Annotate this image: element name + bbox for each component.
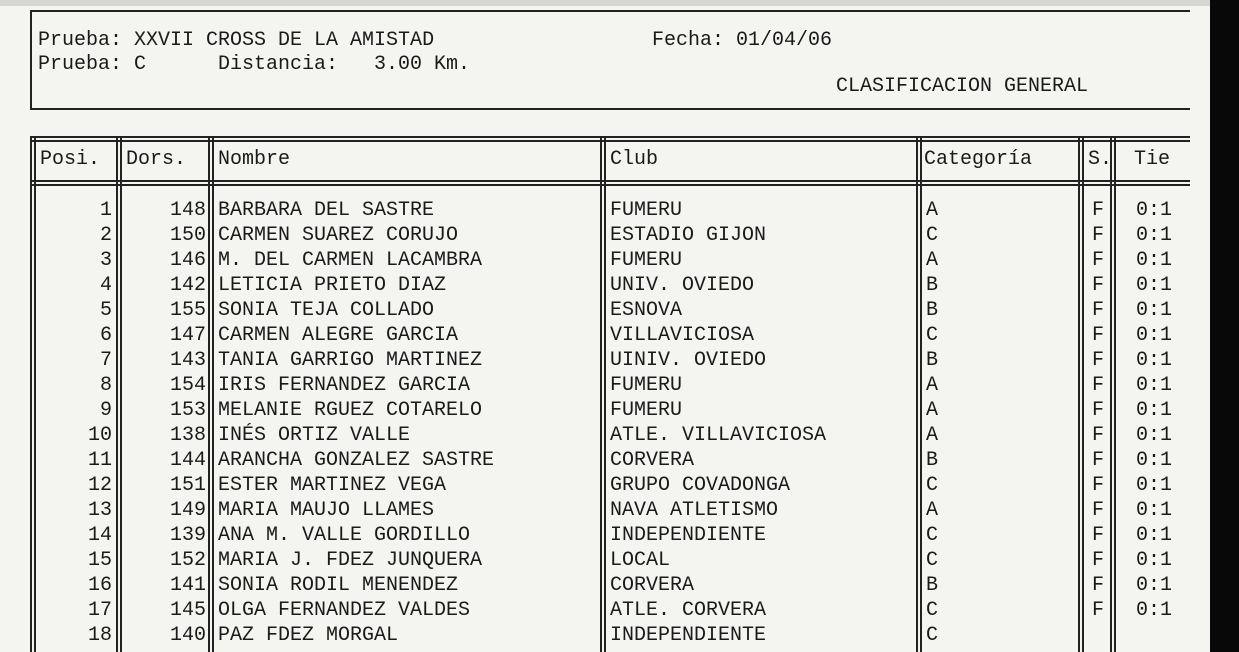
prueba-category: Prueba: C [38,53,147,76]
row-dorsal: 144 [169,449,206,472]
row-sexo: F [1092,449,1105,472]
table-row [30,573,1190,598]
row-dorsal: 146 [169,249,206,272]
row-sexo: F [1092,599,1105,622]
row-tiempo: 0:1 [1136,599,1173,622]
row-dorsal: 151 [169,474,206,497]
scan-dark-edge [1210,0,1239,652]
row-nombre: MARIA J. FDEZ JUNQUERA [218,549,483,572]
row-posicion: 10 [87,424,112,447]
row-posicion: 14 [87,524,112,547]
row-dorsal: 139 [169,524,206,547]
row-club: FUMERU [610,399,683,422]
row-club: ESTADIO GIJON [610,224,767,247]
row-club: GRUPO COVADONGA [610,474,791,497]
row-sexo: F [1092,324,1105,347]
row-posicion: 12 [87,474,112,497]
row-club: ATLE. VILLAVICIOSA [610,424,827,447]
row-dorsal: 147 [169,324,206,347]
row-posicion: 6 [99,324,112,347]
row-posicion: 17 [87,599,112,622]
row-nombre: OLGA FERNANDEZ VALDES [218,599,471,622]
row-nombre: ESTER MARTINEZ VEGA [218,474,447,497]
header-dorsal: Dors. [126,148,187,171]
table-row [30,398,1190,423]
row-tiempo: 0:1 [1136,199,1173,222]
row-posicion: 9 [99,399,112,422]
row-club: CORVERA [610,574,695,597]
row-categoria: B [926,349,939,372]
row-dorsal: 148 [169,199,206,222]
table-row [30,598,1190,623]
row-dorsal: 145 [169,599,206,622]
table-row [30,273,1190,298]
row-nombre: TANIA GARRIGO MARTINEZ [218,349,483,372]
row-club: CORVERA [610,449,695,472]
row-club: INDEPENDIENTE [610,624,767,647]
row-club: NAVA ATLETISMO [610,499,779,522]
header-tiempo: Tie [1134,148,1171,171]
row-club: LOCAL [610,549,671,572]
row-tiempo: 0:1 [1136,399,1173,422]
header-posicion: Posi. [40,148,101,171]
row-dorsal: 143 [169,349,206,372]
row-tiempo: 0:1 [1136,474,1173,497]
row-club: FUMERU [610,374,683,397]
row-dorsal: 155 [169,299,206,322]
header-categoria: Categoría [924,148,1033,171]
prueba-title: Prueba: XXVII CROSS DE LA AMISTAD [38,29,435,52]
row-tiempo: 0:1 [1136,424,1173,447]
row-tiempo: 0:1 [1136,499,1173,522]
row-posicion: 11 [87,449,112,472]
row-categoria: A [926,374,939,397]
row-nombre: ANA M. VALLE GORDILLO [218,524,471,547]
table-row [30,623,1190,648]
row-club: UINIV. OVIEDO [610,349,767,372]
row-categoria: B [926,299,939,322]
row-club: VILLAVICIOSA [610,324,755,347]
row-posicion: 4 [99,274,112,297]
row-categoria: C [926,524,939,547]
row-sexo: F [1092,349,1105,372]
row-dorsal: 138 [169,424,206,447]
scan-top-edge [0,0,1210,6]
row-tiempo: 0:1 [1136,224,1173,247]
row-posicion: 15 [87,549,112,572]
row-categoria: C [926,549,939,572]
header-club: Club [610,148,659,171]
results-table [30,136,1210,652]
table-row [30,548,1190,573]
table-row [30,448,1190,473]
row-nombre: LETICIA PRIETO DIAZ [218,274,447,297]
row-dorsal: 154 [169,374,206,397]
table-row [30,523,1190,548]
table-top-rule [30,136,1190,142]
row-nombre: MELANIE RGUEZ COTARELO [218,399,483,422]
row-sexo: F [1092,549,1105,572]
row-club: INDEPENDIENTE [610,524,767,547]
distancia: Distancia: 3.00 Km. [218,53,471,76]
table-row [30,373,1190,398]
row-sexo: F [1092,249,1105,272]
row-tiempo: 0:1 [1136,374,1173,397]
row-tiempo: 0:1 [1136,249,1173,272]
row-club: FUMERU [610,249,683,272]
row-sexo: F [1092,424,1105,447]
row-tiempo: 0:1 [1136,299,1173,322]
row-posicion: 7 [99,349,112,372]
row-tiempo: 0:1 [1136,549,1173,572]
table-row [30,323,1190,348]
row-categoria: C [926,624,939,647]
row-dorsal: 149 [169,499,206,522]
row-categoria: A [926,199,939,222]
clasificacion-title: CLASIFICACION GENERAL [836,75,1089,98]
row-tiempo: 0:1 [1136,449,1173,472]
row-nombre: SONIA TEJA COLLADO [218,299,435,322]
row-categoria: A [926,399,939,422]
row-sexo: F [1092,299,1105,322]
table-row [30,423,1190,448]
row-posicion: 3 [99,249,112,272]
row-nombre: M. DEL CARMEN LACAMBRA [218,249,483,272]
row-nombre: CARMEN ALEGRE GARCIA [218,324,459,347]
row-categoria: A [926,499,939,522]
header-sexo: S. [1088,148,1113,171]
row-categoria: C [926,324,939,347]
table-row [30,473,1190,498]
row-posicion: 8 [99,374,112,397]
row-sexo: F [1092,224,1105,247]
row-sexo: F [1092,524,1105,547]
row-club: FUMERU [610,199,683,222]
row-sexo: F [1092,399,1105,422]
row-posicion: 1 [99,199,112,222]
row-nombre: SONIA RODIL MENENDEZ [218,574,459,597]
row-sexo: F [1092,474,1105,497]
row-sexo: F [1092,374,1105,397]
row-categoria: C [926,599,939,622]
row-categoria: C [926,224,939,247]
row-categoria: B [926,449,939,472]
row-club: UNIV. OVIEDO [610,274,755,297]
table-row [30,298,1190,323]
row-dorsal: 140 [169,624,206,647]
row-club: ATLE. CORVERA [610,599,767,622]
row-sexo: F [1092,574,1105,597]
row-nombre: INÉS ORTIZ VALLE [218,424,411,447]
header-bottom-rule [30,180,1190,186]
header-box [30,10,1190,110]
table-row [30,223,1190,248]
row-dorsal: 152 [169,549,206,572]
row-club: ESNOVA [610,299,683,322]
row-posicion: 18 [87,624,112,647]
row-nombre: BARBARA DEL SASTRE [218,199,435,222]
row-nombre: ARANCHA GONZALEZ SASTRE [218,449,495,472]
row-categoria: A [926,249,939,272]
row-categoria: B [926,274,939,297]
row-nombre: PAZ FDEZ MORGAL [218,624,399,647]
row-tiempo: 0:1 [1136,349,1173,372]
header-nombre: Nombre [218,148,291,171]
table-row [30,498,1190,523]
fecha: Fecha: 01/04/06 [652,29,833,52]
row-posicion: 16 [87,574,112,597]
row-sexo: F [1092,274,1105,297]
table-row [30,198,1190,223]
row-nombre: CARMEN SUAREZ CORUJO [218,224,459,247]
row-dorsal: 150 [169,224,206,247]
row-tiempo: 0:1 [1136,574,1173,597]
table-row [30,348,1190,373]
row-dorsal: 141 [169,574,206,597]
table-row [30,248,1190,273]
row-posicion: 2 [99,224,112,247]
row-tiempo: 0:1 [1136,274,1173,297]
row-nombre: MARIA MAUJO LLAMES [218,499,435,522]
row-categoria: C [926,474,939,497]
row-sexo: F [1092,199,1105,222]
row-categoria: B [926,574,939,597]
row-dorsal: 153 [169,399,206,422]
row-tiempo: 0:1 [1136,324,1173,347]
row-dorsal: 142 [169,274,206,297]
row-sexo: F [1092,499,1105,522]
row-posicion: 5 [99,299,112,322]
row-tiempo: 0:1 [1136,524,1173,547]
row-posicion: 13 [87,499,112,522]
row-nombre: IRIS FERNANDEZ GARCIA [218,374,471,397]
row-categoria: A [926,424,939,447]
